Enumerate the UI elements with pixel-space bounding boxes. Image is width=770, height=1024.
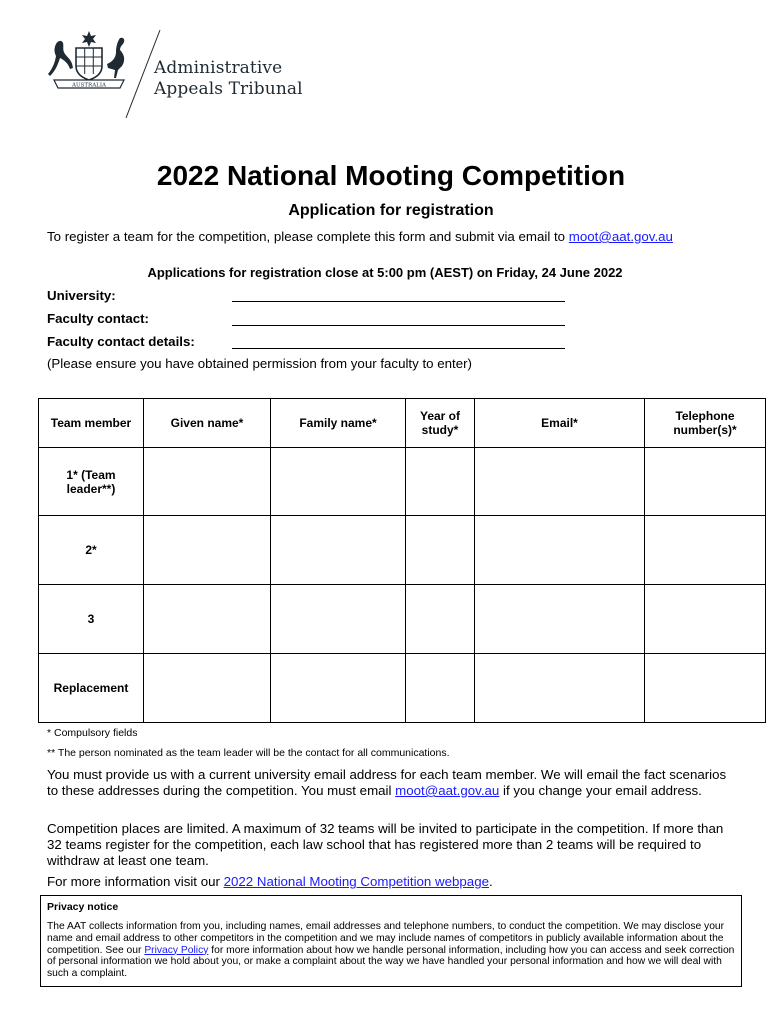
telephone-cell[interactable]: [645, 516, 766, 585]
footnote-compulsory: * Compulsory fields: [47, 727, 138, 739]
university-label: University:: [47, 288, 116, 303]
row-label-team-leader: 1* (Team leader**): [39, 448, 144, 516]
more-info-suffix: .: [488, 874, 493, 889]
family-name-cell[interactable]: [271, 654, 406, 723]
table-row: [39, 448, 766, 516]
deadline-notice: Applications for registration close at 5:00 pm (AEST) on Friday, 24 June 2022: [147, 265, 623, 280]
year-of-study-cell[interactable]: [406, 654, 475, 723]
table-row: [39, 516, 766, 585]
privacy-text-2: for more information about how we handle personal information, including how you can access and seek correction of personal information we hold about you, or make a complaint about the way we have handled your personal information and how we will deal with such a complaint.: [47, 944, 735, 980]
email-paragraph-text-2: if you change your email address.: [499, 783, 702, 798]
faculty-contact-label: Faculty contact:: [47, 311, 149, 326]
privacy-policy-link[interactable]: Privacy Policy: [144, 944, 209, 956]
telephone-cell[interactable]: [645, 585, 766, 654]
family-name-cell[interactable]: [271, 585, 406, 654]
more-info-prefix: For more information visit our: [47, 874, 224, 889]
intro-text: [47, 229, 673, 244]
competition-webpage-link[interactable]: 2022 National Mooting Competition webpage: [223, 874, 489, 889]
row-label-member-3: 3: [39, 585, 144, 654]
given-name-cell[interactable]: [144, 654, 271, 723]
given-name-cell[interactable]: [144, 516, 271, 585]
privacy-text-1: The AAT collects information from you, including names, email addresses and telephone numbers, to conduct the competition. We may disclose your name and email address to other competitors in the competition and we may include names of competitors in publicly available information about the competition. See our: [47, 921, 725, 956]
family-name-cell[interactable]: [271, 448, 406, 516]
telephone-cell[interactable]: [645, 448, 766, 516]
more-info-paragraph: [47, 874, 727, 890]
family-name-cell[interactable]: [271, 516, 406, 585]
email-cell[interactable]: [475, 516, 645, 585]
header-telephone: Telephone number(s)*: [645, 399, 766, 448]
competition-places-paragraph: Competition places are limited. A maximum of 32 teams will be invited to participate in the competition. If more than 32 teams register for the competition, each law school that has registered more than 2 teams will be required to withdraw at least one team.: [47, 821, 724, 868]
email-cell[interactable]: [475, 585, 645, 654]
university-field-line[interactable]: [232, 300, 565, 302]
privacy-notice-box: [40, 895, 742, 987]
australian-coat-of-arms-logo: [48, 30, 130, 90]
header-email: Email*: [475, 399, 645, 448]
email-paragraph-text-1: You must provide us with a current university email address for each team member. We will email the fact scenarios to these addresses during the competition. You must email: [47, 767, 727, 798]
email-paragraph-link[interactable]: moot@aat.gov.au: [395, 783, 500, 798]
row-label-replacement: Replacement: [39, 654, 144, 723]
privacy-notice-text: [47, 921, 737, 980]
year-of-study-cell[interactable]: [406, 516, 475, 585]
footnote-team-leader: ** The person nominated as the team leader will be the contact for all communications.: [47, 747, 450, 759]
intro-text-body: To register a team for the competition, please complete this form and submit via email to: [47, 229, 569, 244]
email-requirement-paragraph: [47, 767, 727, 799]
crest-scroll-label: AUSTRALIA: [72, 82, 106, 89]
row-label-member-2: 2*: [39, 516, 144, 585]
year-of-study-cell[interactable]: [406, 585, 475, 654]
header-given-name: Given name*: [144, 399, 271, 448]
telephone-cell[interactable]: [645, 654, 766, 723]
given-name-cell[interactable]: [144, 448, 271, 516]
permission-note: (Please ensure you have obtained permission from your faculty to enter): [47, 356, 472, 371]
table-header-row: [39, 399, 766, 448]
email-cell[interactable]: [475, 654, 645, 723]
table-row: [39, 585, 766, 654]
header-team-member: Team member: [39, 399, 144, 448]
faculty-contact-details-field-line[interactable]: [232, 347, 565, 349]
agency-name-line2: Appeals Tribunal: [154, 79, 303, 99]
intro-email-link[interactable]: moot@aat.gov.au: [568, 229, 673, 244]
team-members-table: [38, 398, 766, 723]
privacy-notice-heading: Privacy notice: [47, 901, 119, 913]
table-row: [39, 654, 766, 723]
email-cell[interactable]: [475, 448, 645, 516]
header-family-name: Family name*: [271, 399, 406, 448]
faculty-contact-field-line[interactable]: [232, 324, 565, 326]
page-subtitle: Application for registration: [288, 202, 494, 219]
agency-name-line1: Administrative: [154, 58, 283, 78]
given-name-cell[interactable]: [144, 585, 271, 654]
header-year-of-study: Year of study*: [406, 399, 475, 448]
year-of-study-cell[interactable]: [406, 448, 475, 516]
faculty-contact-details-label: Faculty contact details:: [47, 334, 195, 349]
page-title: 2022 National Mooting Competition: [156, 160, 626, 191]
